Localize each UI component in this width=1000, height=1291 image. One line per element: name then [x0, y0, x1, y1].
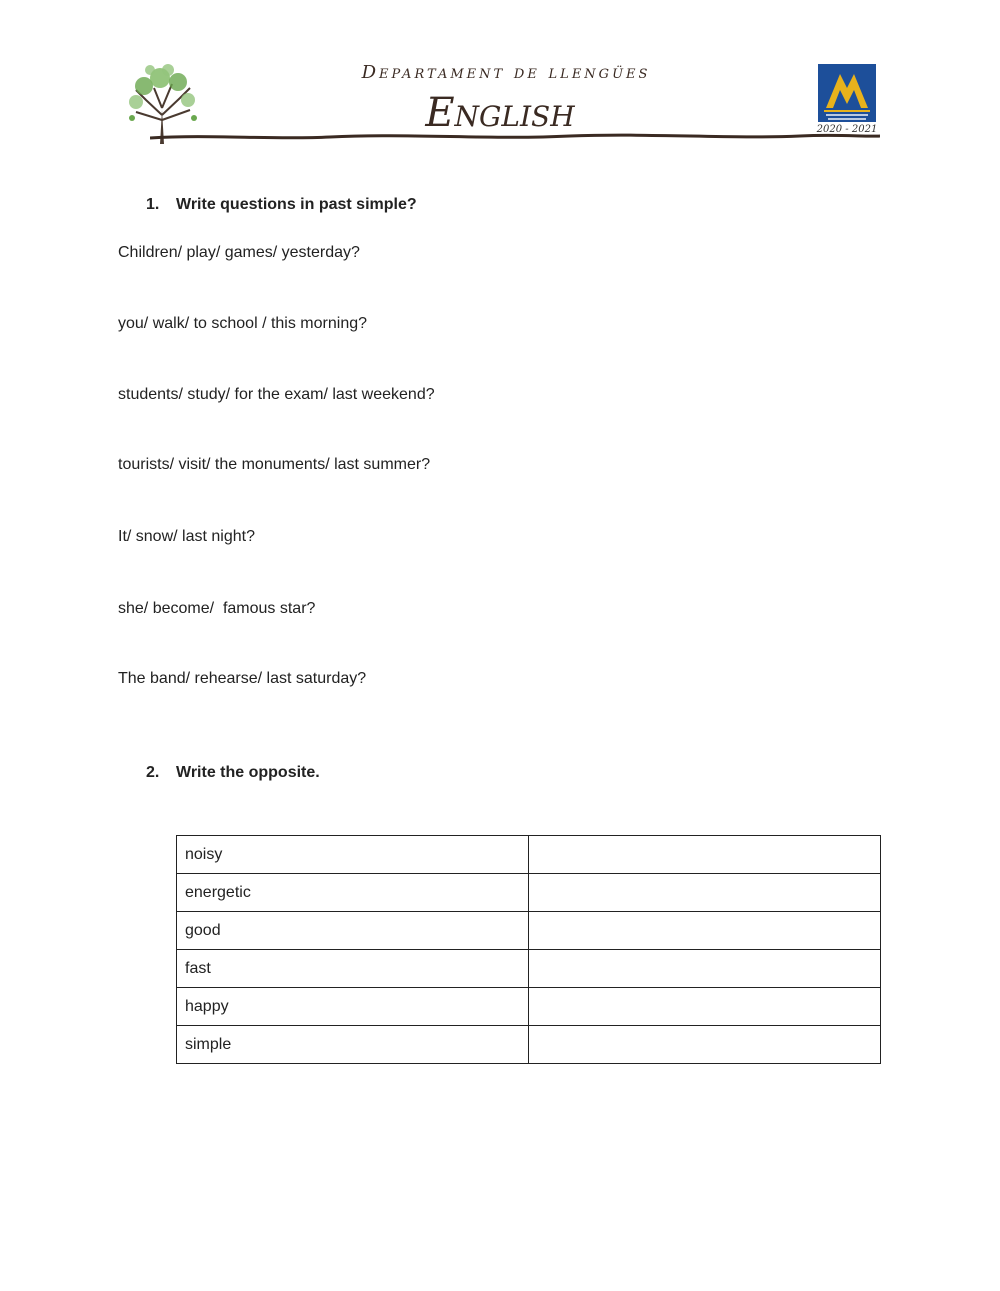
answer-cell[interactable] — [529, 874, 881, 912]
question-item: Children/ play/ games/ yesterday? — [118, 244, 360, 261]
word-cell: happy — [177, 988, 529, 1026]
answer-cell[interactable] — [529, 988, 881, 1026]
question-item: tourists/ visit/ the monuments/ last summer? — [118, 456, 431, 473]
worksheet-header — [120, 58, 880, 148]
word-cell: energetic — [177, 874, 529, 912]
opposites-table — [176, 835, 881, 1064]
section-2-title: Write the opposite. — [176, 764, 320, 781]
table-row — [177, 836, 881, 874]
question-item: she/ become/ famous star? — [118, 600, 316, 617]
table-row — [177, 950, 881, 988]
answer-cell[interactable] — [529, 950, 881, 988]
word-cell: noisy — [177, 836, 529, 874]
table-row — [177, 912, 881, 950]
table-row — [177, 874, 881, 912]
school-logo-icon — [818, 64, 876, 122]
department-title: Departament de llengües — [361, 62, 651, 83]
word-cell: simple — [177, 1026, 529, 1064]
table-row — [177, 1026, 881, 1064]
answer-cell[interactable] — [529, 912, 881, 950]
question-item: you/ walk/ to school / this morning? — [118, 315, 368, 332]
question-item: students/ study/ for the exam/ last weekend? — [118, 386, 435, 403]
answer-cell[interactable] — [529, 836, 881, 874]
school-years: 2020 - 2021 — [816, 124, 878, 135]
section-2-heading — [146, 764, 320, 782]
section-1-title: Write questions in past simple? — [176, 196, 417, 213]
section-1-number: 1. — [146, 196, 160, 213]
answer-cell[interactable] — [529, 1026, 881, 1064]
question-item: It/ snow/ last night? — [118, 528, 255, 545]
question-item: The band/ rehearse/ last saturday? — [118, 670, 367, 687]
word-cell: good — [177, 912, 529, 950]
subject-title: English — [425, 90, 575, 136]
header-divider — [150, 128, 880, 144]
word-cell: fast — [177, 950, 529, 988]
section-1-heading — [146, 196, 417, 214]
section-2-number: 2. — [146, 764, 160, 781]
table-row — [177, 988, 881, 1026]
